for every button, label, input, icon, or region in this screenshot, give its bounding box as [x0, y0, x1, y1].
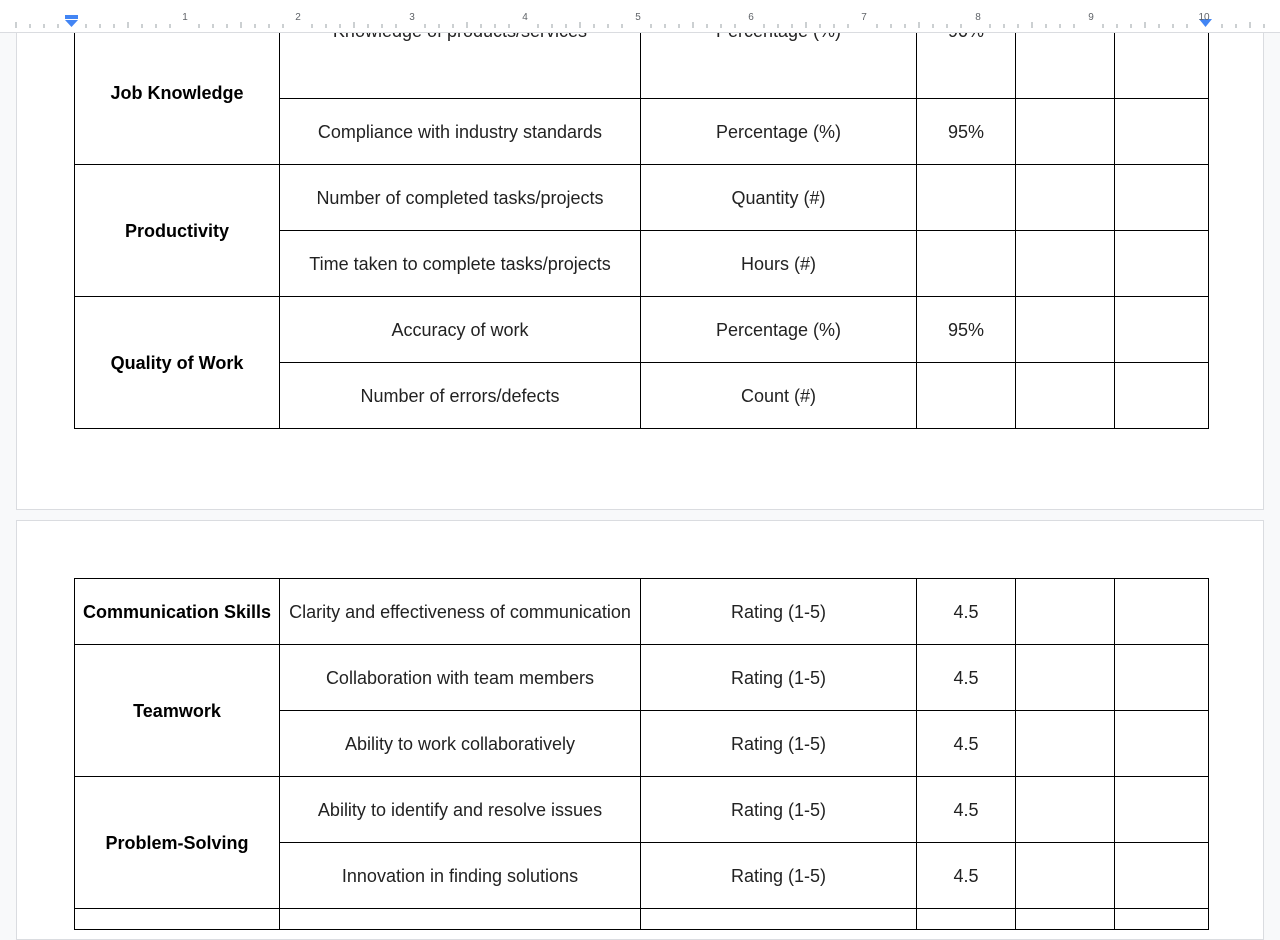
table-row — [75, 297, 1209, 363]
category-cell-problem-solving[interactable]: Problem-Solving — [75, 777, 280, 909]
ruler-number: 5 — [635, 12, 641, 23]
ruler-number: 1 — [182, 12, 188, 23]
metric-cell[interactable]: Ability to work collaboratively — [280, 711, 641, 777]
actual-cell[interactable] — [1016, 645, 1115, 711]
notes-cell[interactable] — [1115, 579, 1209, 645]
ruler-number: 10 — [1198, 12, 1210, 23]
unit-cell[interactable]: Rating (1-5) — [641, 645, 917, 711]
unit-cell[interactable]: Percentage (%) — [641, 99, 917, 165]
ruler-number: 4 — [522, 12, 528, 23]
unit-cell[interactable]: Hours (#) — [641, 231, 917, 297]
category-cell-quality-of-work[interactable]: Quality of Work — [75, 297, 280, 429]
target-cell[interactable]: 4.5 — [917, 645, 1016, 711]
category-cell-job-knowledge[interactable]: Job Knowledge — [75, 0, 280, 165]
category-cell-teamwork[interactable]: Teamwork — [75, 645, 280, 777]
horizontal-ruler[interactable] — [0, 0, 1280, 33]
unit-cell[interactable]: Count (#) — [641, 363, 917, 429]
metric-cell[interactable]: Compliance with industry standards — [280, 99, 641, 165]
notes-cell[interactable] — [1115, 231, 1209, 297]
actual-cell[interactable] — [1016, 297, 1115, 363]
ruler-number: 9 — [1088, 12, 1094, 23]
actual-cell[interactable] — [1016, 579, 1115, 645]
metric-cell[interactable]: Collaboration with team members — [280, 645, 641, 711]
category-cell-communication-skills[interactable]: Communication Skills — [75, 579, 280, 645]
unit-cell[interactable] — [641, 909, 917, 930]
actual-cell[interactable] — [1016, 777, 1115, 843]
notes-cell[interactable] — [1115, 165, 1209, 231]
target-cell[interactable] — [917, 165, 1016, 231]
category-cell[interactable] — [75, 909, 280, 930]
table-row — [75, 165, 1209, 231]
table-row — [75, 579, 1209, 645]
document-page-1[interactable] — [16, 0, 1264, 510]
notes-cell[interactable] — [1115, 843, 1209, 909]
left-indent-marker-icon — [65, 15, 78, 27]
document-page-2[interactable] — [16, 520, 1264, 940]
category-cell-productivity[interactable]: Productivity — [75, 165, 280, 297]
unit-cell[interactable]: Rating (1-5) — [641, 843, 917, 909]
table-row — [75, 777, 1209, 843]
actual-cell[interactable] — [1016, 843, 1115, 909]
target-cell[interactable]: 4.5 — [917, 579, 1016, 645]
target-cell[interactable] — [917, 231, 1016, 297]
kpi-table-part-1 — [74, 0, 1209, 429]
unit-cell[interactable]: Percentage (%) — [641, 297, 917, 363]
target-cell[interactable]: 95% — [917, 99, 1016, 165]
metric-cell[interactable] — [280, 909, 641, 930]
table-row — [75, 645, 1209, 711]
ruler-number: 6 — [748, 12, 754, 23]
notes-cell[interactable] — [1115, 909, 1209, 930]
ruler-number: 7 — [861, 12, 867, 23]
ruler-number: 2 — [295, 12, 301, 23]
unit-cell[interactable]: Rating (1-5) — [641, 579, 917, 645]
target-cell[interactable] — [917, 363, 1016, 429]
target-cell[interactable]: 95% — [917, 297, 1016, 363]
ruler-number: 3 — [409, 12, 415, 23]
actual-cell[interactable] — [1016, 909, 1115, 930]
metric-cell[interactable]: Number of errors/defects — [280, 363, 641, 429]
notes-cell[interactable] — [1115, 645, 1209, 711]
target-cell[interactable]: 4.5 — [917, 843, 1016, 909]
notes-cell[interactable] — [1115, 777, 1209, 843]
metric-cell[interactable]: Time taken to complete tasks/projects — [280, 231, 641, 297]
target-cell[interactable] — [917, 909, 1016, 930]
notes-cell[interactable] — [1115, 99, 1209, 165]
actual-cell[interactable] — [1016, 363, 1115, 429]
metric-cell[interactable]: Innovation in finding solutions — [280, 843, 641, 909]
kpi-table-part-2 — [74, 578, 1209, 930]
notes-cell[interactable] — [1115, 711, 1209, 777]
table-row — [75, 909, 1209, 930]
actual-cell[interactable] — [1016, 165, 1115, 231]
metric-cell[interactable]: Number of completed tasks/projects — [280, 165, 641, 231]
unit-cell[interactable]: Quantity (#) — [641, 165, 917, 231]
target-cell[interactable]: 4.5 — [917, 777, 1016, 843]
notes-cell[interactable] — [1115, 363, 1209, 429]
unit-cell[interactable]: Rating (1-5) — [641, 711, 917, 777]
actual-cell[interactable] — [1016, 711, 1115, 777]
metric-cell[interactable]: Ability to identify and resolve issues — [280, 777, 641, 843]
unit-cell[interactable]: Rating (1-5) — [641, 777, 917, 843]
target-cell[interactable]: 4.5 — [917, 711, 1016, 777]
metric-cell[interactable]: Clarity and effectiveness of communication — [280, 579, 641, 645]
actual-cell[interactable] — [1016, 231, 1115, 297]
actual-cell[interactable] — [1016, 99, 1115, 165]
ruler-number: 8 — [975, 12, 981, 23]
notes-cell[interactable] — [1115, 297, 1209, 363]
metric-cell[interactable]: Accuracy of work — [280, 297, 641, 363]
